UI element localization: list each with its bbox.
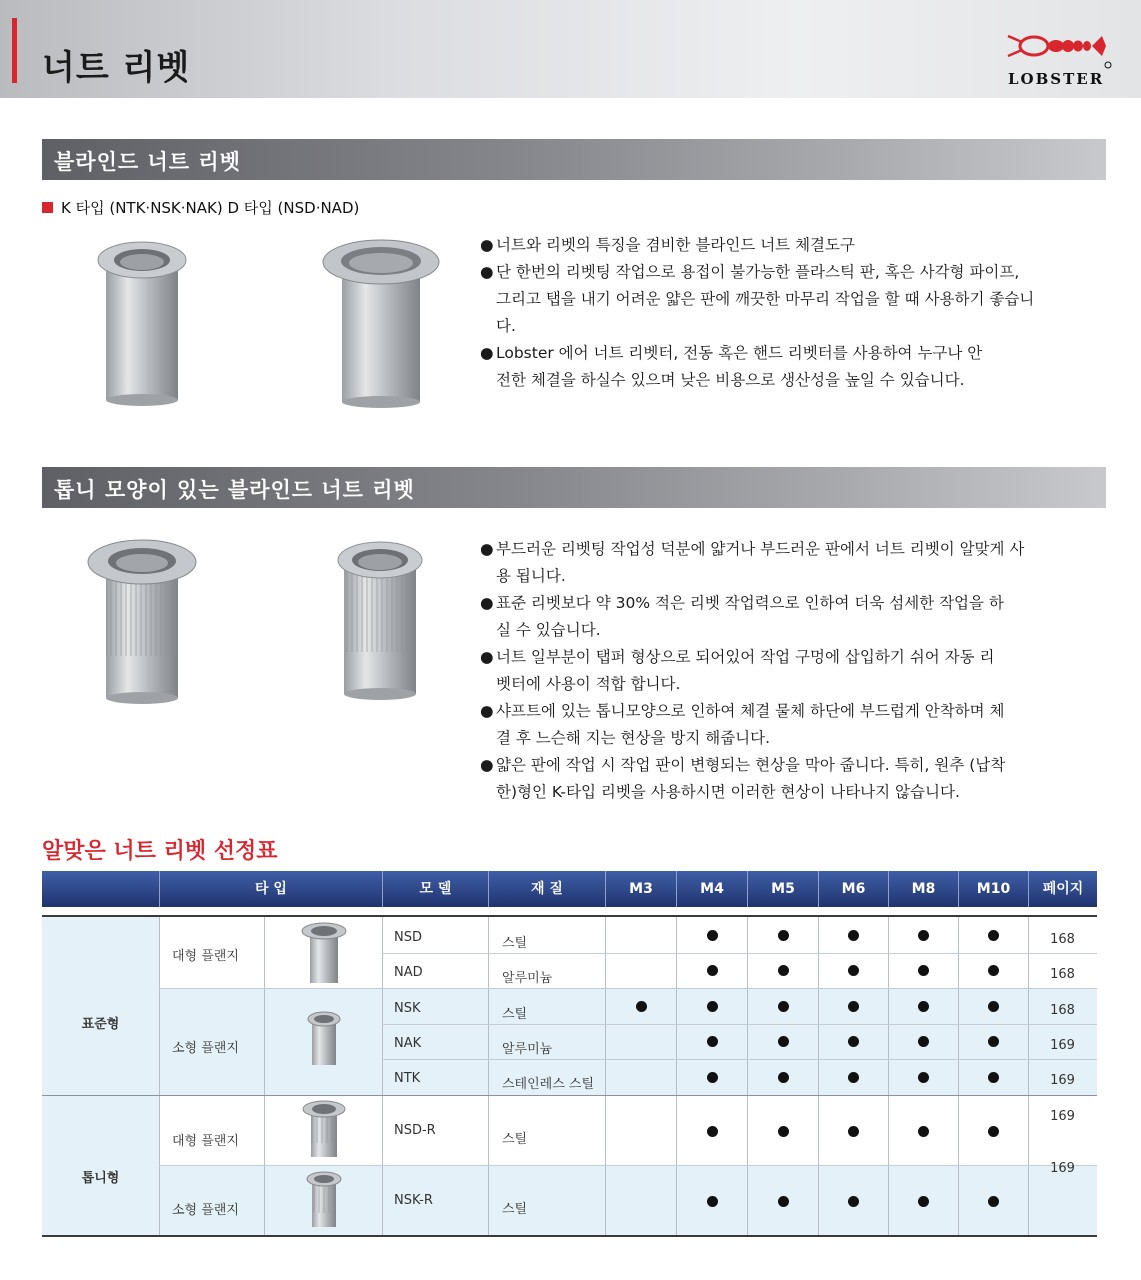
availability-dot [778,1072,789,1083]
availability-dot [988,1196,999,1207]
header-m8: M8 [888,871,958,907]
bullet-dot-icon: ● [480,263,494,281]
bullet-dot-icon: ● [480,594,494,612]
availability-dot [707,1196,718,1207]
availability-dot [988,1001,999,1012]
table-hline [42,1095,1097,1096]
table-header-row [42,871,1097,907]
availability-dot [707,930,718,941]
bullet-item: ● Lobster 에어 너트 리벳터, 전동 혹은 핸드 리벳터를 사용하여 누구나 안전한 체결을 하실수 있으며 낮은 비용으로 생산성을 높일 수 있습니다. [480,340,996,394]
table-vline [159,917,160,1235]
availability-dot [778,930,789,941]
subgroup-label: 대형 플랜지 [172,1134,239,1149]
serrated-nut-rivet-small-flange-photo [330,538,430,702]
availability-dot [707,1126,718,1137]
availability-dot [988,1036,999,1047]
header-model: 모 델 [382,871,488,907]
table-bottom-rule [42,1235,1097,1237]
lobster-logo [1004,30,1114,86]
header-m10: M10 [958,871,1028,907]
availability-dot [918,1072,929,1083]
page-cell: 169 [1050,1038,1075,1053]
availability-dot [918,1126,929,1137]
availability-dot [988,1072,999,1083]
material-cell: 스틸 [502,1007,528,1022]
bullet-item: ● 단 한번의 리벳팅 작업으로 용접이 불가능한 플라스틱 판, 혹은 사각형 파이프, 그리고 탭을 내기 어려운 얇은 판에 깨끗한 마무리 작업을 할 때 사용하기 좋습니다. [480,259,1036,340]
page-cell: 169 [1050,1161,1075,1176]
header-material: 재 질 [488,871,605,907]
table-hline [382,1024,1097,1025]
availability-dot [707,1001,718,1012]
page-cell: 169 [1050,1109,1075,1124]
header-page: 페이지 [1028,871,1097,907]
type-subtitle [42,197,359,218]
bullet-item: ● 너트와 리벳의 특징을 겸비한 블라인드 너트 체결도구 [480,232,1036,259]
page-cell: 168 [1050,1003,1075,1018]
material-cell: 알루미늄 [502,971,553,986]
page-cell: 168 [1050,932,1075,947]
type-subtitle-text: K 타입 (NTK·NSK·NAK) D 타입 (NSD·NAD) [61,199,360,217]
table-vline [605,917,606,1235]
table-hline [382,953,1097,954]
availability-dot [778,1126,789,1137]
material-cell: 알루미늄 [502,1042,553,1057]
material-cell: 스틸 [502,936,528,951]
table-hline [159,988,1097,989]
availability-dot [918,930,929,941]
availability-dot [707,965,718,976]
page-title: 너트 리벳 [42,48,191,88]
model-cell: NSK [394,1001,421,1016]
section-heading-text: 톱니 모양이 있는 블라인드 너트 리벳 [54,478,415,502]
availability-dot [848,1072,859,1083]
bullet-dot-icon: ● [480,756,494,774]
table-vline [958,917,959,1235]
nut-rivet-large-flange-photo [320,236,442,410]
availability-dot [848,965,859,976]
availability-dot [848,1036,859,1047]
header-m4: M4 [676,871,747,907]
bullet-item: ● 부드러운 리벳팅 작업성 덕분에 얇거나 부드러운 판에서 너트 리벳이 알맞게 사용 됩니다. [480,536,1026,590]
nsk-thumbnail [302,1011,346,1069]
availability-dot [918,1196,929,1207]
availability-dot [988,1126,999,1137]
model-cell: NSD [394,930,422,945]
model-cell: NSK-R [394,1193,433,1208]
availability-dot [988,930,999,941]
availability-dot [778,1036,789,1047]
availability-dot [707,1036,718,1047]
header-m6: M6 [818,871,888,907]
availability-dot [636,1001,647,1012]
brand-name: LOBSTER [1008,70,1105,88]
table-vline [264,917,265,1235]
group-cell-standard [42,917,159,1095]
bullet-dot-icon: ● [480,648,494,666]
group-cell-serrated [42,1095,159,1235]
material-cell: 스테인레스 스틸 [502,1077,595,1092]
small-flange-band [159,988,1097,1095]
header-m3: M3 [605,871,676,907]
table-vline [488,917,489,1235]
bullet-dot-icon: ● [480,344,494,362]
material-cell: 스틸 [502,1132,528,1147]
availability-dot [848,1196,859,1207]
availability-dot [848,1126,859,1137]
availability-dot [918,965,929,976]
material-cell: 스틸 [502,1202,528,1217]
serrated-small-band [159,1165,1097,1235]
accent-bar [12,18,17,83]
table-hline [159,1165,1097,1166]
availability-dot [988,965,999,976]
red-square-icon [42,202,53,213]
header-m5: M5 [747,871,818,907]
section-heading-blind-nut-rivet [42,139,1106,180]
model-cell: NAD [394,965,423,980]
nsd-r-thumbnail [300,1099,348,1161]
nsk-r-thumbnail [302,1169,346,1231]
section-heading-serrated-nut-rivet [42,467,1106,508]
availability-dot [918,1036,929,1047]
bullet-dot-icon: ● [480,540,494,558]
table-vline [382,917,383,1235]
availability-dot [848,1001,859,1012]
selection-table [42,871,1097,1239]
availability-dot [778,1001,789,1012]
header-blank [42,871,159,907]
header-type: 타 입 [159,871,382,907]
availability-dot [918,1001,929,1012]
bullet-item: ● 얇은 판에 작업 시 작업 판이 변형되는 현상을 막아 줍니다. 특히, 원추 (납착한)형인 K-타입 리벳을 사용하시면 이러한 현상이 나타나지 않습니다. [480,752,1026,806]
group-label-serrated: 톱니형 [81,1171,120,1186]
model-cell: NSD-R [394,1123,436,1138]
availability-dot [707,1072,718,1083]
table-vline [888,917,889,1235]
subgroup-label: 대형 플랜지 [172,949,239,964]
model-cell: NTK [394,1071,421,1086]
table-vline [747,917,748,1235]
table-vline [818,917,819,1235]
availability-dot [778,1196,789,1207]
page-cell: 168 [1050,967,1075,982]
page-header [0,0,1141,98]
section1-bullet-list [480,232,1036,394]
subgroup-label: 소형 플랜지 [172,1041,239,1056]
model-cell: NAK [394,1036,422,1051]
page-cell: 169 [1050,1073,1075,1088]
bullet-item: ● 샤프트에 있는 톱니모양으로 인하여 체결 물체 하단에 부드럽게 안착하며 체결 후 느슨해 지는 현상을 방지 해줍니다. [480,698,1006,752]
selection-table-title: 알맞은 너트 리벳 선정표 [42,839,278,864]
bullet-dot-icon: ● [480,702,494,720]
subgroup-label: 소형 플랜지 [172,1203,239,1218]
nsd-thumbnail [300,921,348,987]
table-top-rule [42,915,1097,917]
section-heading-text: 블라인드 너트 리벳 [54,150,241,174]
nut-rivet-small-flange-photo [92,238,192,408]
bullet-item: ● 너트 일부분이 탭퍼 형상으로 되어있어 작업 구멍에 삽입하기 쉬어 자동 리벳터에 사용이 적합 합니다. [480,644,1006,698]
group-label-standard: 표준형 [81,1017,120,1032]
bullet-dot-icon: ● [480,236,494,254]
availability-dot [778,965,789,976]
table-vline [676,917,677,1235]
serrated-nut-rivet-large-flange-photo [84,532,200,706]
bullet-item: ● 표준 리벳보다 약 30% 적은 리벳 작업력으로 인하여 더욱 섬세한 작업을 하실 수 있습니다. [480,590,1006,644]
table-hline [382,1059,1097,1060]
section2-bullet-list [480,536,1026,806]
availability-dot [848,930,859,941]
lobster-icon [1004,30,1114,70]
